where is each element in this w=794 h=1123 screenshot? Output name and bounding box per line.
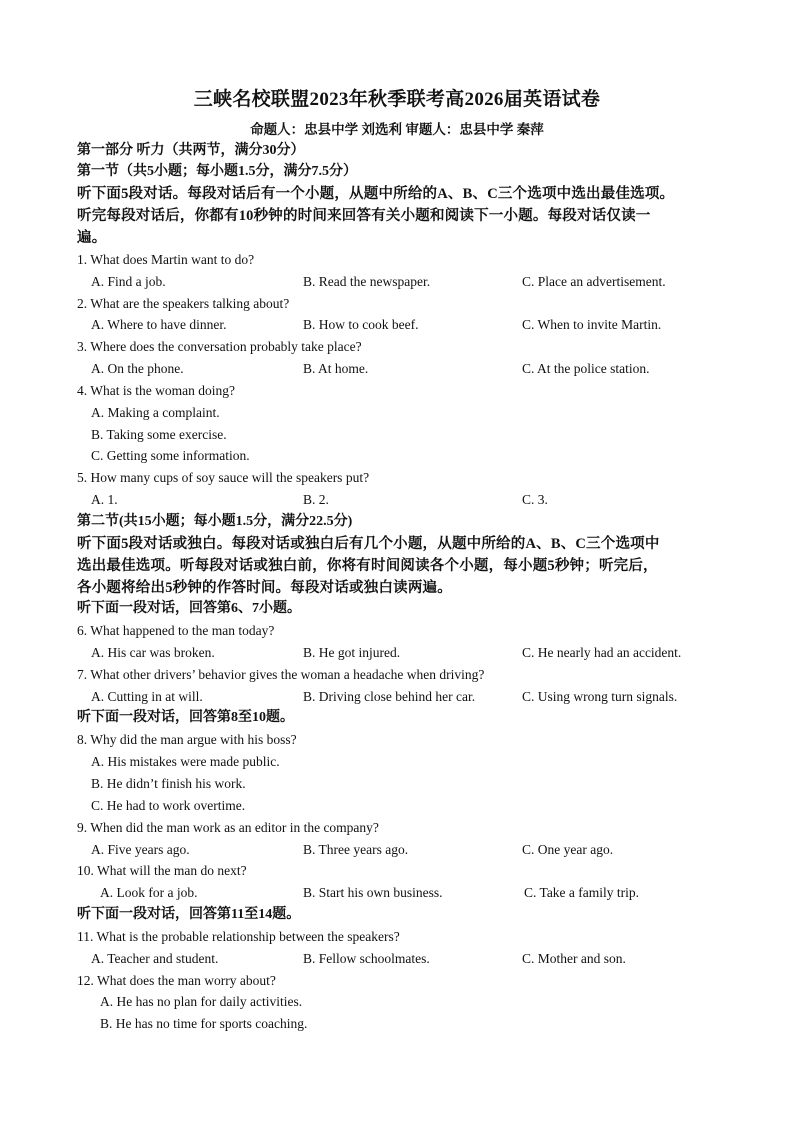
group-instruction: 听下面一段对话，回答第11至14题。 bbox=[77, 907, 301, 922]
option-b: B. He didn’t finish his work. bbox=[91, 776, 246, 791]
option-b: B. He got injured. bbox=[303, 645, 401, 660]
question-stem: 6. What happened to the man today? bbox=[77, 623, 275, 638]
option-b: B. Read the newspaper. bbox=[303, 274, 431, 289]
option-b: B. Fellow schoolmates. bbox=[303, 951, 430, 966]
option-a: A. Teacher and student. bbox=[91, 951, 219, 966]
option-b: B. Three years ago. bbox=[303, 842, 409, 857]
question-stem: 11. What is the probable relationship between the speakers? bbox=[77, 929, 400, 944]
exam-authors: 命题人：忠县中学 刘选利 审题人：忠县中学 秦萍 bbox=[250, 122, 544, 137]
option-b: B. He has no time for sports coaching. bbox=[100, 1016, 308, 1031]
question-stem: 4. What is the woman doing? bbox=[77, 383, 235, 398]
question-stem: 8. Why did the man argue with his boss? bbox=[77, 732, 297, 747]
question-stem: 5. How many cups of soy sauce will the speakers put? bbox=[77, 470, 370, 485]
option-a: A. Five years ago. bbox=[91, 842, 190, 857]
option-c: C. He nearly had an accident. bbox=[522, 645, 682, 660]
section2-heading: 第二节(共15小题；每小题1.5分，满分22.5分) bbox=[77, 514, 353, 529]
section2-instruction: 听下面5段对话或独白。每段对话或独白后有几个小题，从题中所给的A、B、C三个选项中 bbox=[77, 536, 660, 552]
option-a: A. His mistakes were made public. bbox=[91, 754, 280, 769]
option-a: A. Cutting in at will. bbox=[91, 689, 203, 704]
option-c: C. He had to work overtime. bbox=[91, 798, 246, 813]
question-stem: 12. What does the man worry about? bbox=[77, 973, 276, 988]
group-instruction: 听下面一段对话，回答第6、7小题。 bbox=[77, 601, 301, 616]
section2-instruction: 选出最佳选项。听每段对话或独白前，你将有时间阅读各个小题，每小题5秒钟；听完后， bbox=[77, 558, 658, 574]
question-stem: 7. What other drivers’ behavior gives the woman a headache when driving? bbox=[77, 667, 485, 682]
option-c: C. 3. bbox=[522, 492, 548, 507]
option-c: C. Using wrong turn signals. bbox=[522, 689, 678, 704]
question-stem: 1. What does Martin want to do? bbox=[77, 252, 255, 267]
option-a: A. He has no plan for daily activities. bbox=[100, 994, 303, 1009]
option-c: C. One year ago. bbox=[522, 842, 614, 857]
section1-instruction: 遍。 bbox=[77, 230, 107, 246]
question-stem: 2. What are the speakers talking about? bbox=[77, 296, 290, 311]
section2-instruction: 各小题将给出5秒钟的作答时间。每段对话或独白读两遍。 bbox=[77, 580, 452, 596]
option-c: C. Getting some information. bbox=[91, 448, 250, 463]
group-instruction: 听下面一段对话，回答第8至10题。 bbox=[77, 710, 294, 725]
section1-instruction: 听完每段对话后，你都有10秒钟的时间来回答有关小题和阅读下一小题。每段对话仅读一 bbox=[77, 208, 651, 224]
question-stem: 9. When did the man work as an editor in the company? bbox=[77, 820, 379, 835]
part-heading: 第一部分 听力（共两节，满分30分） bbox=[77, 143, 305, 158]
question-stem: 10. What will the man do next? bbox=[77, 863, 247, 878]
exam-title: 三峡名校联盟2023年秋季联考高2026届英语试卷 bbox=[193, 89, 601, 110]
option-a: A. Look for a job. bbox=[100, 885, 198, 900]
option-c: C. Take a family trip. bbox=[524, 885, 640, 900]
option-a: A. Find a job. bbox=[91, 274, 166, 289]
option-c: C. Mother and son. bbox=[522, 951, 626, 966]
section1-heading: 第一节（共5小题；每小题1.5分，满分7.5分） bbox=[77, 164, 357, 179]
option-c: C. Place an advertisement. bbox=[522, 274, 666, 289]
option-c: C. When to invite Martin. bbox=[522, 317, 662, 332]
option-b: B. Taking some exercise. bbox=[91, 427, 227, 442]
option-b: B. Driving close behind her car. bbox=[303, 689, 476, 704]
option-a: A. On the phone. bbox=[91, 361, 184, 376]
option-b: B. At home. bbox=[303, 361, 369, 376]
option-b: B. 2. bbox=[303, 492, 329, 507]
option-a: A. Making a complaint. bbox=[91, 405, 220, 420]
option-a: A. 1. bbox=[91, 492, 118, 507]
option-a: A. His car was broken. bbox=[91, 645, 215, 660]
section1-instruction: 听下面5段对话。每段对话后有一个小题，从题中所给的A、B、C三个选项中选出最佳选项。 bbox=[77, 186, 675, 202]
question-stem: 3. Where does the conversation probably take place? bbox=[77, 339, 362, 354]
option-b: B. How to cook beef. bbox=[303, 317, 419, 332]
option-c: C. At the police station. bbox=[522, 361, 650, 376]
option-a: A. Where to have dinner. bbox=[91, 317, 227, 332]
option-b: B. Start his own business. bbox=[303, 885, 443, 900]
